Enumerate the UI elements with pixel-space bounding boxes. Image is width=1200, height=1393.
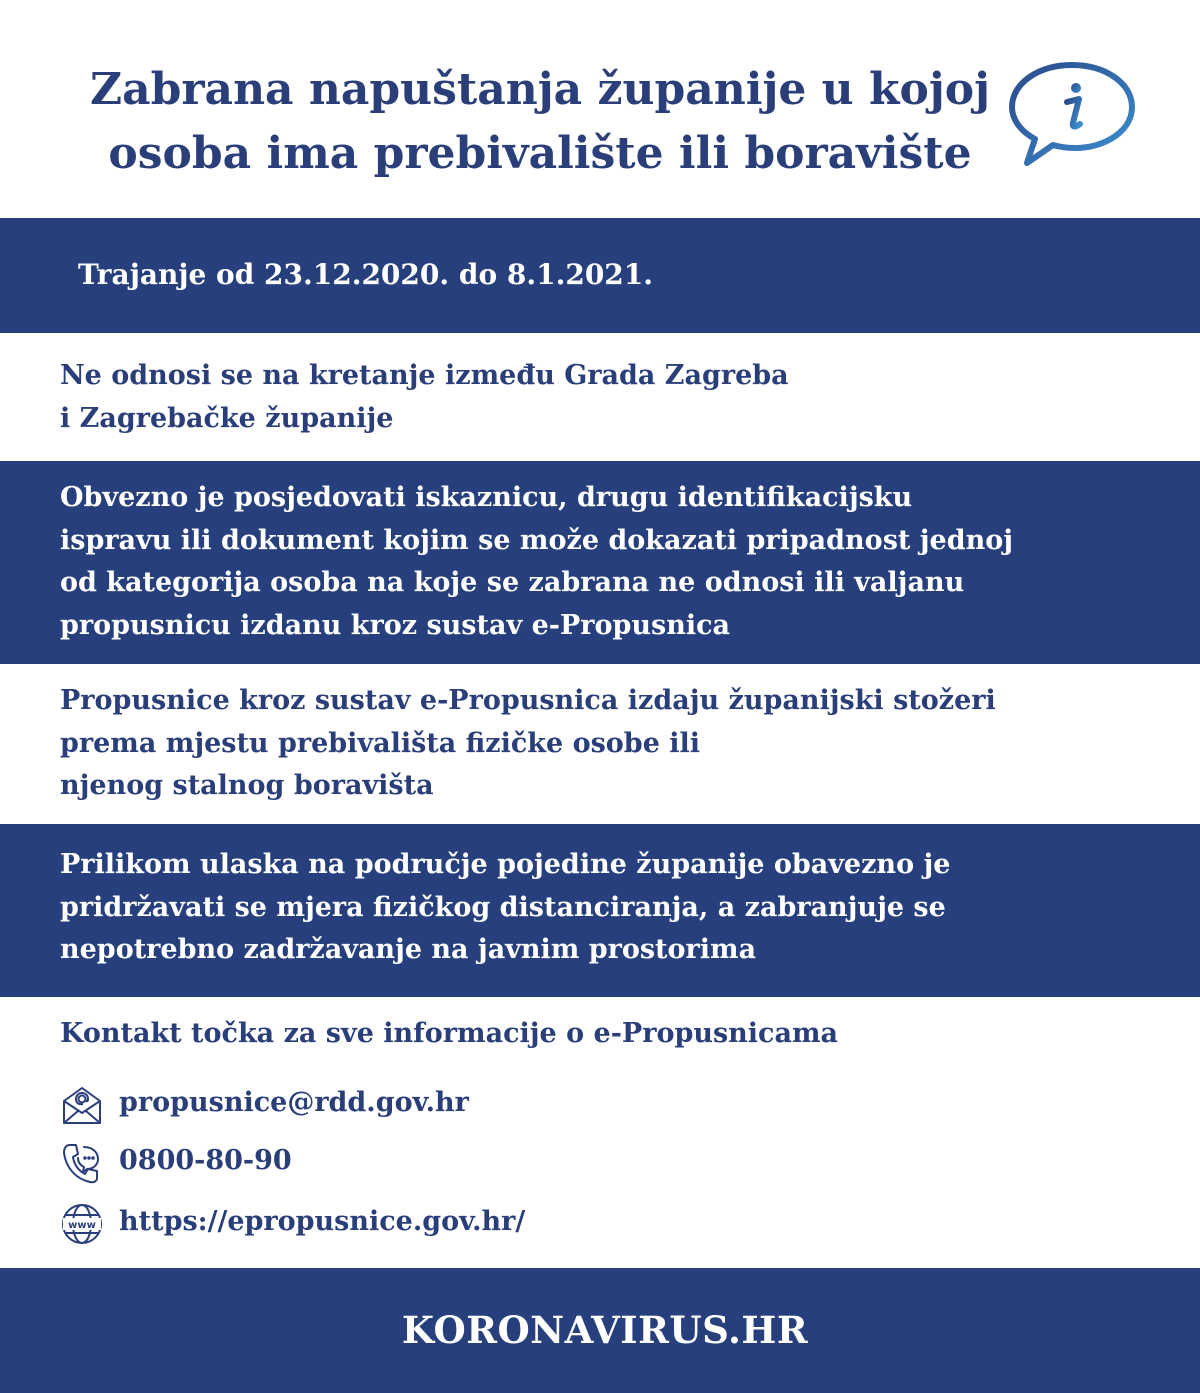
page-title (60, 58, 1020, 186)
info-speech-bubble-icon (1005, 55, 1140, 175)
section-zagreb-exception (0, 333, 1200, 461)
phone-link[interactable]: 0800-80-90 (119, 1145, 292, 1176)
footer (0, 1268, 1200, 1393)
section-line: ispravu ili dokument kojim se može dokazati pripadnost jednoj (60, 524, 1014, 556)
duration-text: Trajanje od 23.12.2020. do 8.1.2021. (78, 258, 654, 291)
section-line: Prilikom ulaska na područje pojedine županije obavezno je (60, 849, 951, 880)
title-line-1: Zabrana napuštanja županije u kojoj (89, 64, 991, 115)
duration-band (0, 218, 1200, 333)
section-line: nepotrebno zadržavanje na javnim prostorima (60, 934, 757, 965)
section-line: Ne odnosi se na kretanje između Grada Zagreba (60, 360, 789, 391)
footer-site-link[interactable]: KORONAVIRUS.HR (401, 1308, 809, 1352)
contact-title: Kontakt točka za sve informacije o e-Propusnicama (60, 1018, 839, 1049)
section-line: njenog stalnog boravišta (60, 770, 434, 801)
section-id-required (0, 461, 1200, 664)
section-line: Obvezno je posjedovati iskaznicu, drugu identifikacijsku (60, 482, 913, 513)
title-line-2: osoba ima prebivalište ili boravište (108, 128, 972, 179)
phone-icon (60, 1141, 104, 1185)
website-link[interactable]: https://epropusnice.gov.hr/ (119, 1206, 526, 1237)
envelope-icon (60, 1083, 104, 1127)
section-line: propusnicu izdanu kroz sustav e-Propusnica (60, 609, 731, 641)
section-line: i Zagrebačke županije (60, 402, 394, 434)
globe-www-icon (60, 1202, 104, 1246)
svg-text:www: www (68, 1220, 96, 1231)
section-line: pridržavati se mjera fizičkog distanciranja, a zabranjuje se (60, 891, 946, 923)
section-text (60, 680, 996, 808)
section-line: prema mjestu prebivališta fizičke osobe ili (60, 727, 701, 759)
section-line: Propusnice kroz sustav e-Propusnica izdaju županijski stožeri (60, 685, 996, 716)
section-distancing (0, 824, 1200, 997)
section-pass-issuing (0, 664, 1200, 824)
section-text (60, 477, 1013, 647)
email-link[interactable]: propusnice@rdd.gov.hr (119, 1087, 469, 1118)
section-text (60, 844, 950, 972)
section-line: od kategorija osoba na koje se zabrana ne odnosi ili valjanu (60, 567, 965, 598)
section-text (60, 355, 789, 440)
header (0, 0, 1200, 218)
